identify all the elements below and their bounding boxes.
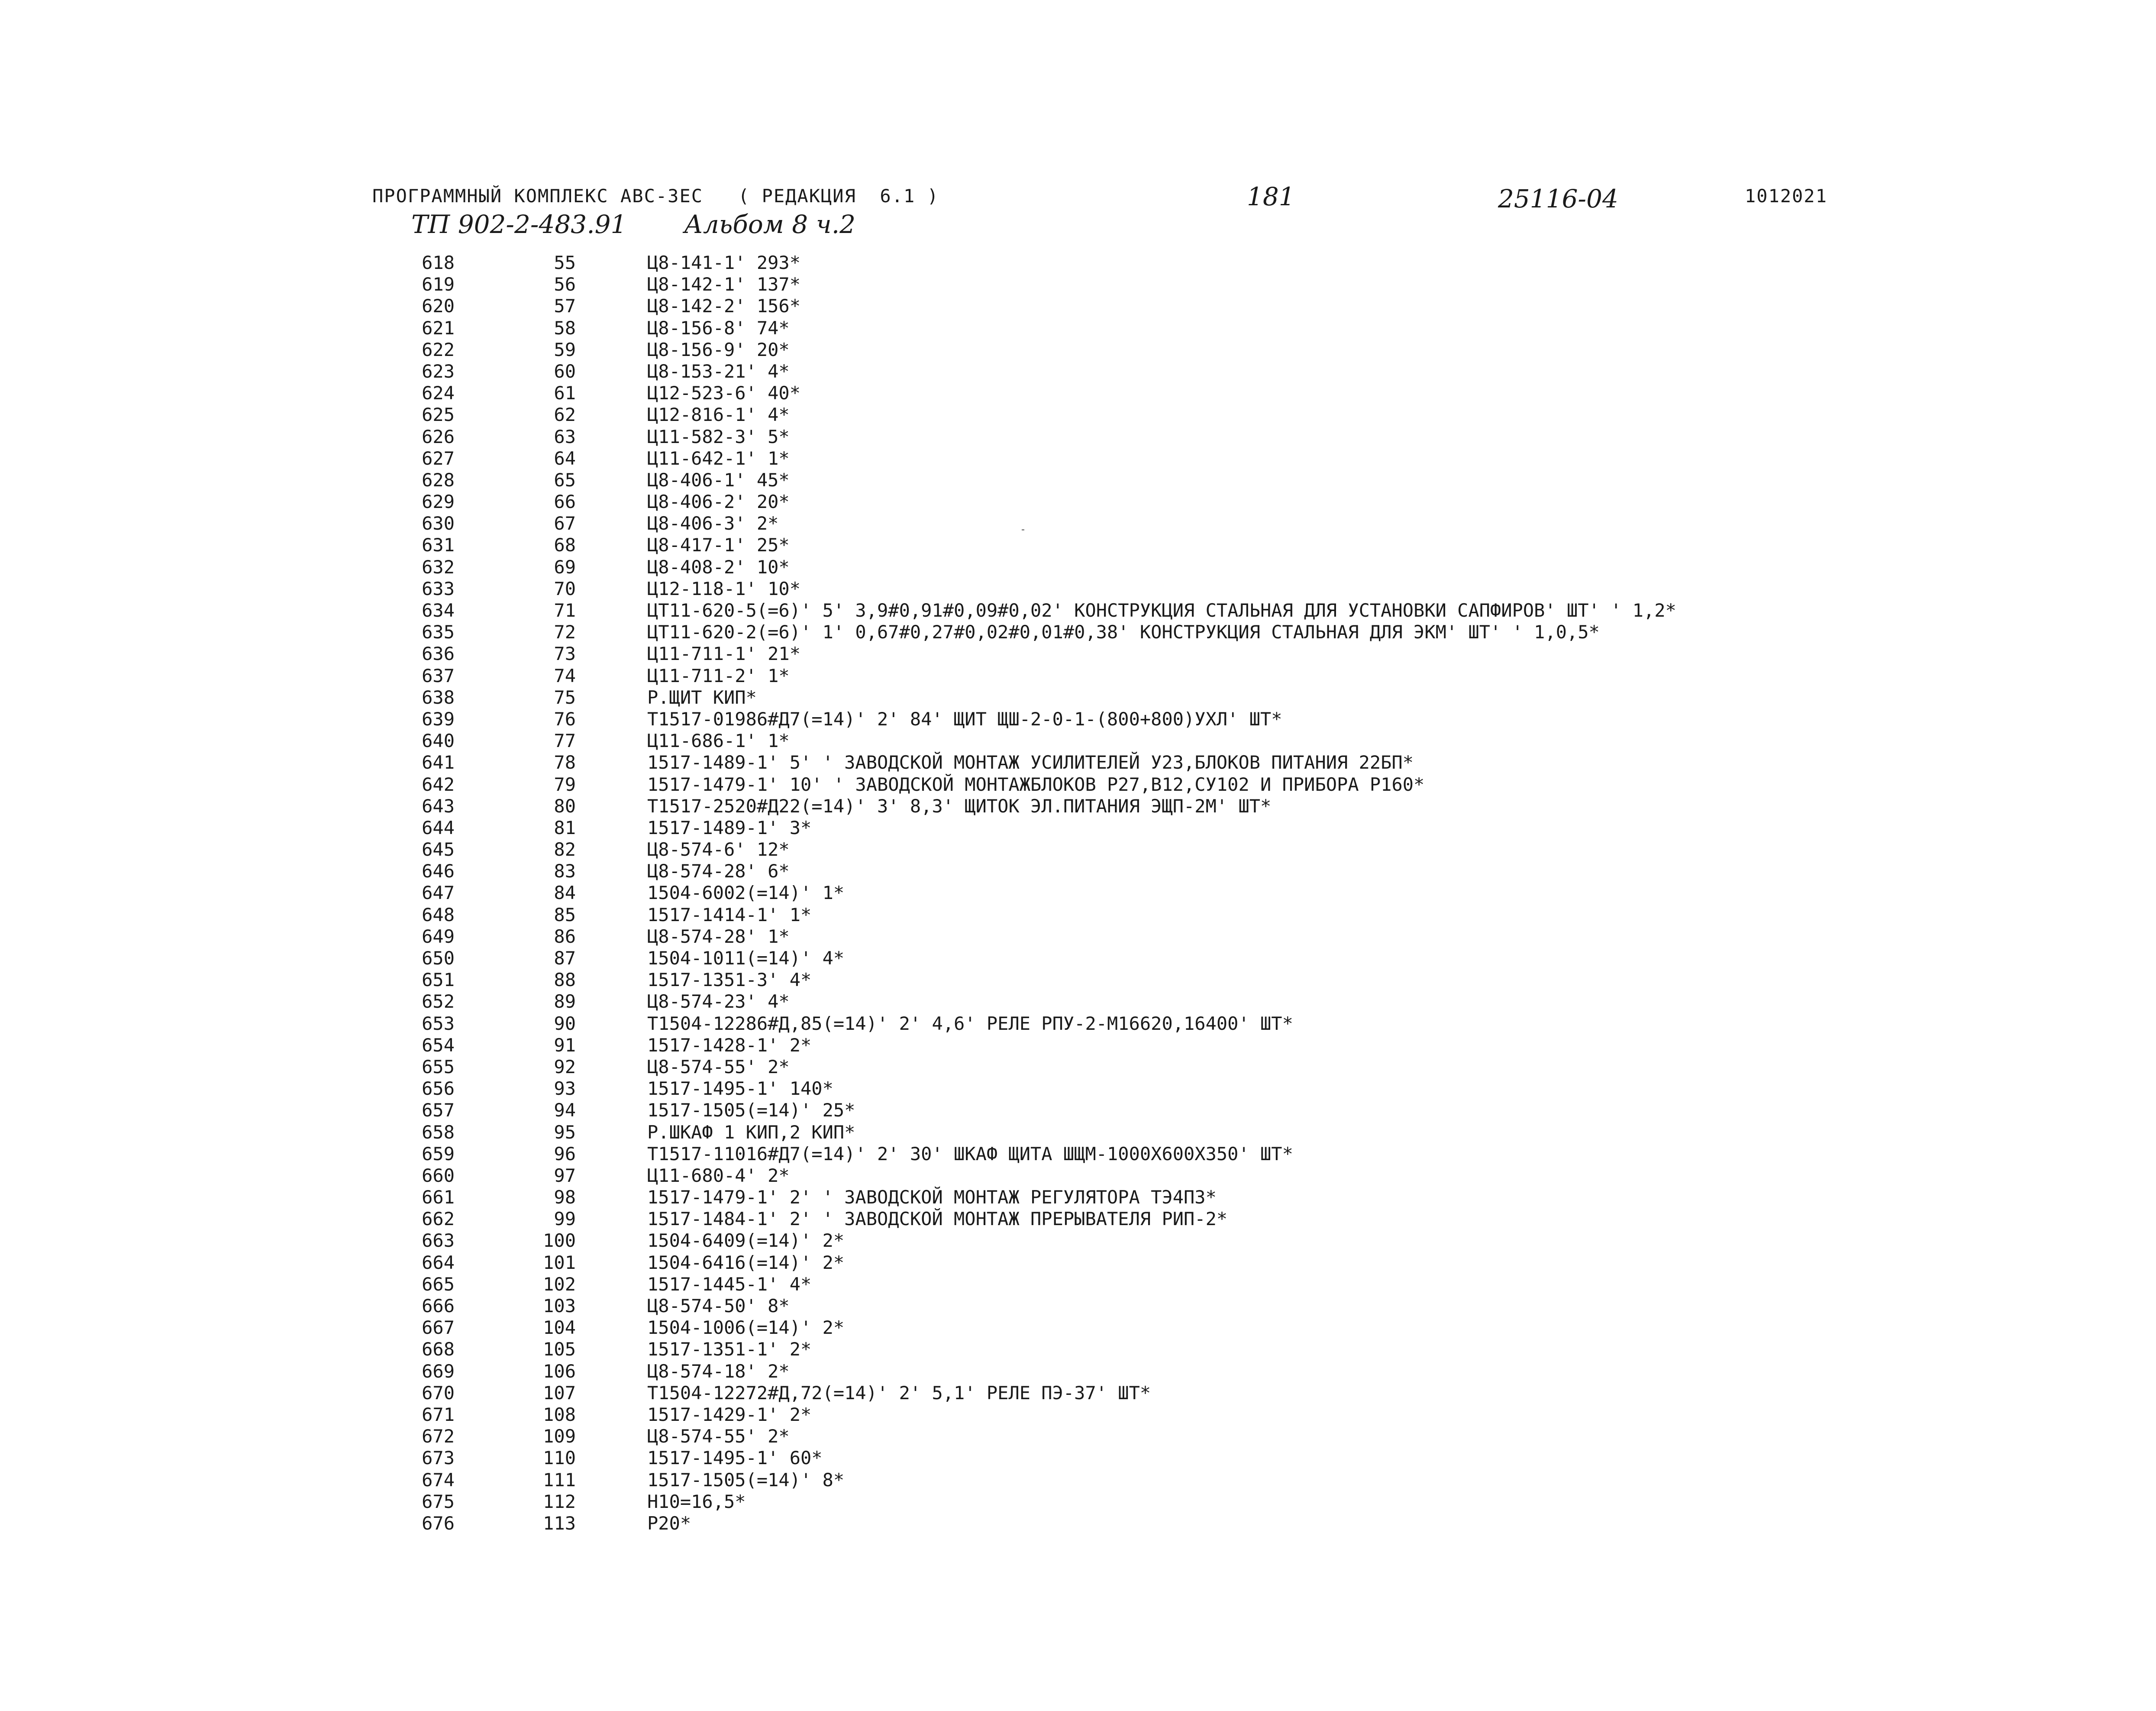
edition-label: ( РЕДАКЦИЯ 6.1 ) [738, 185, 939, 207]
row-code-text: Т1517-11016#Д7(=14)' 2' 30' ШКАФ ЩИТА ШЩМ-1000Х600Х350' ШТ* [647, 1143, 1293, 1164]
row-sequence-number: 673 [422, 1447, 455, 1469]
row-position-number: 100 [543, 1230, 576, 1252]
listing-row [390, 665, 1905, 687]
listing-row [390, 513, 1905, 534]
row-code-text: Ц12-523-6' 40* [647, 382, 801, 404]
row-sequence-number: 671 [422, 1404, 455, 1425]
row-position-number: 109 [543, 1426, 576, 1447]
row-position-number: 64 [554, 447, 576, 469]
listing-row [390, 796, 1905, 817]
row-code-text: 1517-1414-1' 1* [647, 904, 812, 925]
row-position-number: 75 [554, 686, 576, 708]
row-code-text: Ц8-574-6' 12* [647, 839, 790, 860]
row-position-number: 80 [554, 795, 576, 817]
listing-row [390, 1382, 1905, 1404]
row-sequence-number: 627 [422, 447, 455, 469]
row-sequence-number: 639 [422, 708, 455, 730]
handwritten-document-code: 25116-04 [1498, 184, 1618, 213]
row-sequence-number: 632 [422, 556, 455, 578]
row-sequence-number: 623 [422, 360, 455, 382]
row-sequence-number: 674 [422, 1469, 455, 1491]
row-code-text: Ц8-142-1' 137* [647, 274, 801, 295]
listing-row [390, 534, 1905, 556]
row-sequence-number: 626 [422, 426, 455, 447]
row-code-text: 1504-6416(=14)' 2* [647, 1252, 845, 1273]
listing-row [390, 491, 1905, 513]
listing-row [390, 1208, 1905, 1230]
listing-row [390, 991, 1905, 1012]
listing-row [390, 730, 1905, 752]
listing-row [390, 578, 1905, 600]
handwritten-project-number: ТП 902-2-483.91 [411, 210, 627, 239]
listing-row [390, 969, 1905, 991]
listing-row [390, 1295, 1905, 1317]
row-code-text: Ц8-408-2' 10* [647, 556, 790, 578]
listing-row [390, 904, 1905, 926]
row-sequence-number: 656 [422, 1078, 455, 1100]
row-position-number: 93 [554, 1078, 576, 1100]
row-sequence-number: 640 [422, 730, 455, 752]
row-position-number: 99 [554, 1208, 576, 1230]
row-sequence-number: 660 [422, 1164, 455, 1186]
row-sequence-number: 638 [422, 686, 455, 708]
row-sequence-number: 641 [422, 752, 455, 773]
row-sequence-number: 672 [422, 1426, 455, 1447]
row-position-number: 84 [554, 882, 576, 904]
row-sequence-number: 628 [422, 469, 455, 491]
row-position-number: 103 [543, 1295, 576, 1316]
listing-row [390, 1404, 1905, 1426]
row-code-text: Ц8-141-1' 293* [647, 252, 801, 273]
row-position-number: 73 [554, 643, 576, 665]
row-position-number: 55 [554, 252, 576, 273]
row-sequence-number: 635 [422, 621, 455, 643]
row-position-number: 106 [543, 1360, 576, 1382]
row-position-number: 57 [554, 295, 576, 317]
listing-row [390, 1469, 1905, 1491]
listing-row [390, 1100, 1905, 1121]
row-position-number: 90 [554, 1012, 576, 1034]
row-position-number: 59 [554, 339, 576, 360]
row-position-number: 66 [554, 491, 576, 513]
listing-row [390, 1491, 1905, 1513]
listing-row [390, 295, 1905, 317]
row-position-number: 61 [554, 382, 576, 404]
listing-row [390, 361, 1905, 382]
row-position-number: 95 [554, 1121, 576, 1143]
row-position-number: 78 [554, 752, 576, 773]
row-sequence-number: 633 [422, 578, 455, 599]
row-code-text: Ц8-406-3' 2* [647, 513, 779, 534]
row-position-number: 104 [543, 1317, 576, 1339]
row-position-number: 76 [554, 708, 576, 730]
row-position-number: 91 [554, 1034, 576, 1056]
row-position-number: 87 [554, 948, 576, 969]
row-sequence-number: 619 [422, 274, 455, 295]
row-code-text: Ц8-406-1' 45* [647, 469, 790, 491]
listing-row [390, 252, 1905, 274]
row-code-text: Р20* [647, 1512, 691, 1534]
listing-row [390, 708, 1905, 730]
row-sequence-number: 658 [422, 1121, 455, 1143]
listing-row [390, 643, 1905, 665]
listing-row [390, 426, 1905, 448]
row-position-number: 98 [554, 1187, 576, 1208]
listing-row [390, 1165, 1905, 1187]
row-code-text: Ц8-417-1' 25* [647, 534, 790, 556]
row-sequence-number: 621 [422, 317, 455, 339]
listing-row [390, 774, 1905, 796]
row-position-number: 112 [543, 1491, 576, 1512]
row-position-number: 70 [554, 578, 576, 599]
row-position-number: 110 [543, 1447, 576, 1469]
listing-row [390, 926, 1905, 948]
listing-row [390, 1122, 1905, 1143]
row-code-text: Ц8-574-50' 8* [647, 1295, 790, 1316]
row-sequence-number: 666 [422, 1295, 455, 1316]
row-position-number: 102 [543, 1273, 576, 1295]
row-code-text: 1517-1489-1' 3* [647, 817, 812, 838]
listing-row [390, 839, 1905, 860]
listing-row [390, 1187, 1905, 1208]
row-position-number: 77 [554, 730, 576, 752]
row-position-number: 56 [554, 274, 576, 295]
listing-row [390, 1143, 1905, 1165]
row-code-text: 1517-1351-3' 4* [647, 969, 812, 991]
listing-row [390, 817, 1905, 839]
listing-row [390, 1361, 1905, 1382]
row-sequence-number: 659 [422, 1143, 455, 1164]
row-code-text: Р.ЩИТ КИП* [647, 686, 757, 708]
row-position-number: 92 [554, 1056, 576, 1077]
row-sequence-number: 661 [422, 1187, 455, 1208]
row-code-text: 1517-1428-1' 2* [647, 1034, 812, 1056]
row-code-text: Р.ШКАФ 1 КИП,2 КИП* [647, 1121, 855, 1143]
row-code-text: 1504-1011(=14)' 4* [647, 948, 845, 969]
row-code-text: Т1517-01986#Д7(=14)' 2' 84' ЩИТ ЩШ-2-0-1-(800+800)УХЛ' ШТ* [647, 708, 1282, 730]
listing-row [390, 621, 1905, 643]
row-sequence-number: 662 [422, 1208, 455, 1230]
row-sequence-number: 670 [422, 1382, 455, 1404]
listing-row [390, 600, 1905, 621]
listing-row [390, 469, 1905, 491]
row-position-number: 63 [554, 426, 576, 447]
row-sequence-number: 620 [422, 295, 455, 317]
row-sequence-number: 618 [422, 252, 455, 273]
row-sequence-number: 668 [422, 1339, 455, 1360]
program-title: ПРОГРАММНЫЙ КОМПЛЕКС АВС-3ЕС [372, 185, 704, 207]
row-code-text: Ц11-642-1' 1* [647, 447, 790, 469]
row-position-number: 83 [554, 860, 576, 882]
row-position-number: 94 [554, 1100, 576, 1121]
listing-row [390, 1274, 1905, 1295]
row-sequence-number: 650 [422, 948, 455, 969]
row-sequence-number: 654 [422, 1034, 455, 1056]
row-sequence-number: 663 [422, 1230, 455, 1252]
row-sequence-number: 643 [422, 795, 455, 817]
row-sequence-number: 634 [422, 600, 455, 621]
listing-row [390, 382, 1905, 404]
row-sequence-number: 631 [422, 534, 455, 556]
row-position-number: 79 [554, 773, 576, 795]
row-position-number: 81 [554, 817, 576, 838]
row-sequence-number: 653 [422, 1012, 455, 1034]
row-position-number: 68 [554, 534, 576, 556]
listing-row [390, 1252, 1905, 1274]
row-sequence-number: 651 [422, 969, 455, 991]
row-code-text: 1517-1429-1' 2* [647, 1404, 812, 1425]
row-code-text: Ц8-574-28' 6* [647, 860, 790, 882]
row-code-text: Ц8-574-55' 2* [647, 1056, 790, 1077]
row-position-number: 60 [554, 360, 576, 382]
row-code-text: Ц8-406-2' 20* [647, 491, 790, 513]
row-code-text: ЦТ11-620-5(=6)' 5' 3,9#0,91#0,09#0,02' КОНСТРУКЦИЯ СТАЛЬНАЯ ДЛЯ УСТАНОВКИ САПФИРОВ' ШТ' ' 1,2* [647, 600, 1676, 621]
listing-row [390, 1447, 1905, 1469]
row-sequence-number: 625 [422, 404, 455, 426]
row-sequence-number: 648 [422, 904, 455, 925]
handwritten-page-number: 181 [1247, 182, 1295, 211]
row-code-text: 1517-1505(=14)' 25* [647, 1100, 855, 1121]
printout-listing [390, 252, 1905, 1534]
row-code-text: 1517-1495-1' 60* [647, 1447, 823, 1469]
listing-row [390, 1013, 1905, 1035]
listing-row [390, 882, 1905, 904]
row-position-number: 67 [554, 513, 576, 534]
row-code-text: 1504-1006(=14)' 2* [647, 1317, 845, 1339]
row-sequence-number: 676 [422, 1512, 455, 1534]
row-code-text: Ц8-142-2' 156* [647, 295, 801, 317]
row-code-text: Ц8-156-8' 74* [647, 317, 790, 339]
row-position-number: 69 [554, 556, 576, 578]
scan-speck [1022, 529, 1024, 530]
row-sequence-number: 657 [422, 1100, 455, 1121]
row-code-text: 1517-1351-1' 2* [647, 1339, 812, 1360]
row-sequence-number: 675 [422, 1491, 455, 1512]
row-sequence-number: 622 [422, 339, 455, 360]
row-position-number: 105 [543, 1339, 576, 1360]
listing-row [390, 556, 1905, 578]
listing-row [390, 860, 1905, 882]
row-position-number: 71 [554, 600, 576, 621]
row-code-text: Ц11-582-3' 5* [647, 426, 790, 447]
row-position-number: 65 [554, 469, 576, 491]
row-sequence-number: 652 [422, 991, 455, 1012]
row-sequence-number: 664 [422, 1252, 455, 1273]
row-position-number: 97 [554, 1164, 576, 1186]
row-position-number: 89 [554, 991, 576, 1012]
row-sequence-number: 646 [422, 860, 455, 882]
row-code-text: Т1517-2520#Д22(=14)' 3' 8,3' ЩИТОК ЭЛ.ПИТАНИЯ ЭЩП-2М' ШТ* [647, 795, 1272, 817]
row-sequence-number: 644 [422, 817, 455, 838]
listing-row [390, 274, 1905, 295]
listing-row [390, 1317, 1905, 1339]
listing-row [390, 339, 1905, 361]
row-sequence-number: 629 [422, 491, 455, 513]
row-sequence-number: 665 [422, 1273, 455, 1295]
row-position-number: 108 [543, 1404, 576, 1425]
row-code-text: 1517-1505(=14)' 8* [647, 1469, 845, 1491]
row-code-text: Ц8-574-18' 2* [647, 1360, 790, 1382]
listing-row [390, 1078, 1905, 1100]
row-position-number: 101 [543, 1252, 576, 1273]
row-code-text: Т1504-12272#Д,72(=14)' 2' 5,1' РЕЛЕ ПЭ-37' ШТ* [647, 1382, 1151, 1404]
row-code-text: 1517-1445-1' 4* [647, 1273, 812, 1295]
row-sequence-number: 645 [422, 839, 455, 860]
listing-row [390, 317, 1905, 339]
row-sequence-number: 655 [422, 1056, 455, 1077]
listing-row [390, 1056, 1905, 1078]
row-sequence-number: 637 [422, 665, 455, 686]
row-code-text: 1517-1479-1' 2' ' ЗАВОДСКОЙ МОНТАЖ РЕГУЛЯТОРА ТЭ4П3* [647, 1187, 1217, 1208]
handwritten-album-label: Альбом 8 ч.2 [684, 210, 856, 239]
row-position-number: 111 [543, 1469, 576, 1491]
row-code-text: Ц11-711-2' 1* [647, 665, 790, 686]
row-code-text: Ц8-156-9' 20* [647, 339, 790, 360]
row-position-number: 113 [543, 1512, 576, 1534]
row-code-text: 1517-1489-1' 5' ' ЗАВОДСКОЙ МОНТАЖ УСИЛИТЕЛЕЙ У23,БЛОКОВ ПИТАНИЯ 22БП* [647, 752, 1414, 773]
row-position-number: 88 [554, 969, 576, 991]
row-position-number: 58 [554, 317, 576, 339]
row-sequence-number: 667 [422, 1317, 455, 1339]
listing-row [390, 1339, 1905, 1360]
listing-row [390, 948, 1905, 969]
listing-row [390, 1035, 1905, 1056]
row-code-text: 1504-6409(=14)' 2* [647, 1230, 845, 1252]
row-code-text: Ц8-574-23' 4* [647, 991, 790, 1012]
row-code-text: Ц11-711-1' 21* [647, 643, 801, 665]
row-code-text: Ц8-153-21' 4* [647, 360, 790, 382]
listing-row [390, 1426, 1905, 1447]
listing-row [390, 448, 1905, 469]
row-position-number: 107 [543, 1382, 576, 1404]
row-code-text: Ц12-118-1' 10* [647, 578, 801, 599]
row-position-number: 96 [554, 1143, 576, 1164]
listing-row [390, 1513, 1905, 1534]
row-position-number: 72 [554, 621, 576, 643]
row-position-number: 74 [554, 665, 576, 686]
row-sequence-number: 642 [422, 773, 455, 795]
row-position-number: 62 [554, 404, 576, 426]
row-code-text: 1504-6002(=14)' 1* [647, 882, 845, 904]
row-sequence-number: 647 [422, 882, 455, 904]
row-position-number: 85 [554, 904, 576, 925]
row-code-text: 1517-1479-1' 10' ' ЗАВОДСКОЙ МОНТАЖБЛОКОВ Р27,В12,СУ102 И ПРИБОРА Р160* [647, 773, 1425, 795]
row-code-text: Ц8-574-28' 1* [647, 925, 790, 947]
row-code-text: Ц12-816-1' 4* [647, 404, 790, 426]
row-position-number: 86 [554, 925, 576, 947]
row-code-text: 1517-1484-1' 2' ' ЗАВОДСКОЙ МОНТАЖ ПРЕРЫВАТЕЛЯ РИП-2* [647, 1208, 1228, 1230]
listing-row [390, 687, 1905, 708]
row-sequence-number: 624 [422, 382, 455, 404]
row-code-text: Ц11-680-4' 2* [647, 1164, 790, 1186]
listing-row [390, 1230, 1905, 1252]
sheet-id: 1012021 [1745, 185, 1828, 207]
row-position-number: 82 [554, 839, 576, 860]
row-code-text: 1517-1495-1' 140* [647, 1078, 833, 1100]
row-sequence-number: 636 [422, 643, 455, 665]
row-code-text: Н10=16,5* [647, 1491, 746, 1512]
row-code-text: ЦТ11-620-2(=6)' 1' 0,67#0,27#0,02#0,01#0,38' КОНСТРУКЦИЯ СТАЛЬНАЯ ДЛЯ ЭКМ' ШТ' ' 1,0,5* [647, 621, 1600, 643]
row-code-text: Т1504-12286#Д,85(=14)' 2' 4,6' РЕЛЕ РПУ-2-М16620,16400' ШТ* [647, 1012, 1293, 1034]
row-sequence-number: 649 [422, 925, 455, 947]
row-code-text: Ц11-686-1' 1* [647, 730, 790, 752]
row-sequence-number: 669 [422, 1360, 455, 1382]
listing-row [390, 404, 1905, 426]
row-sequence-number: 630 [422, 513, 455, 534]
listing-row [390, 752, 1905, 773]
row-code-text: Ц8-574-55' 2* [647, 1426, 790, 1447]
